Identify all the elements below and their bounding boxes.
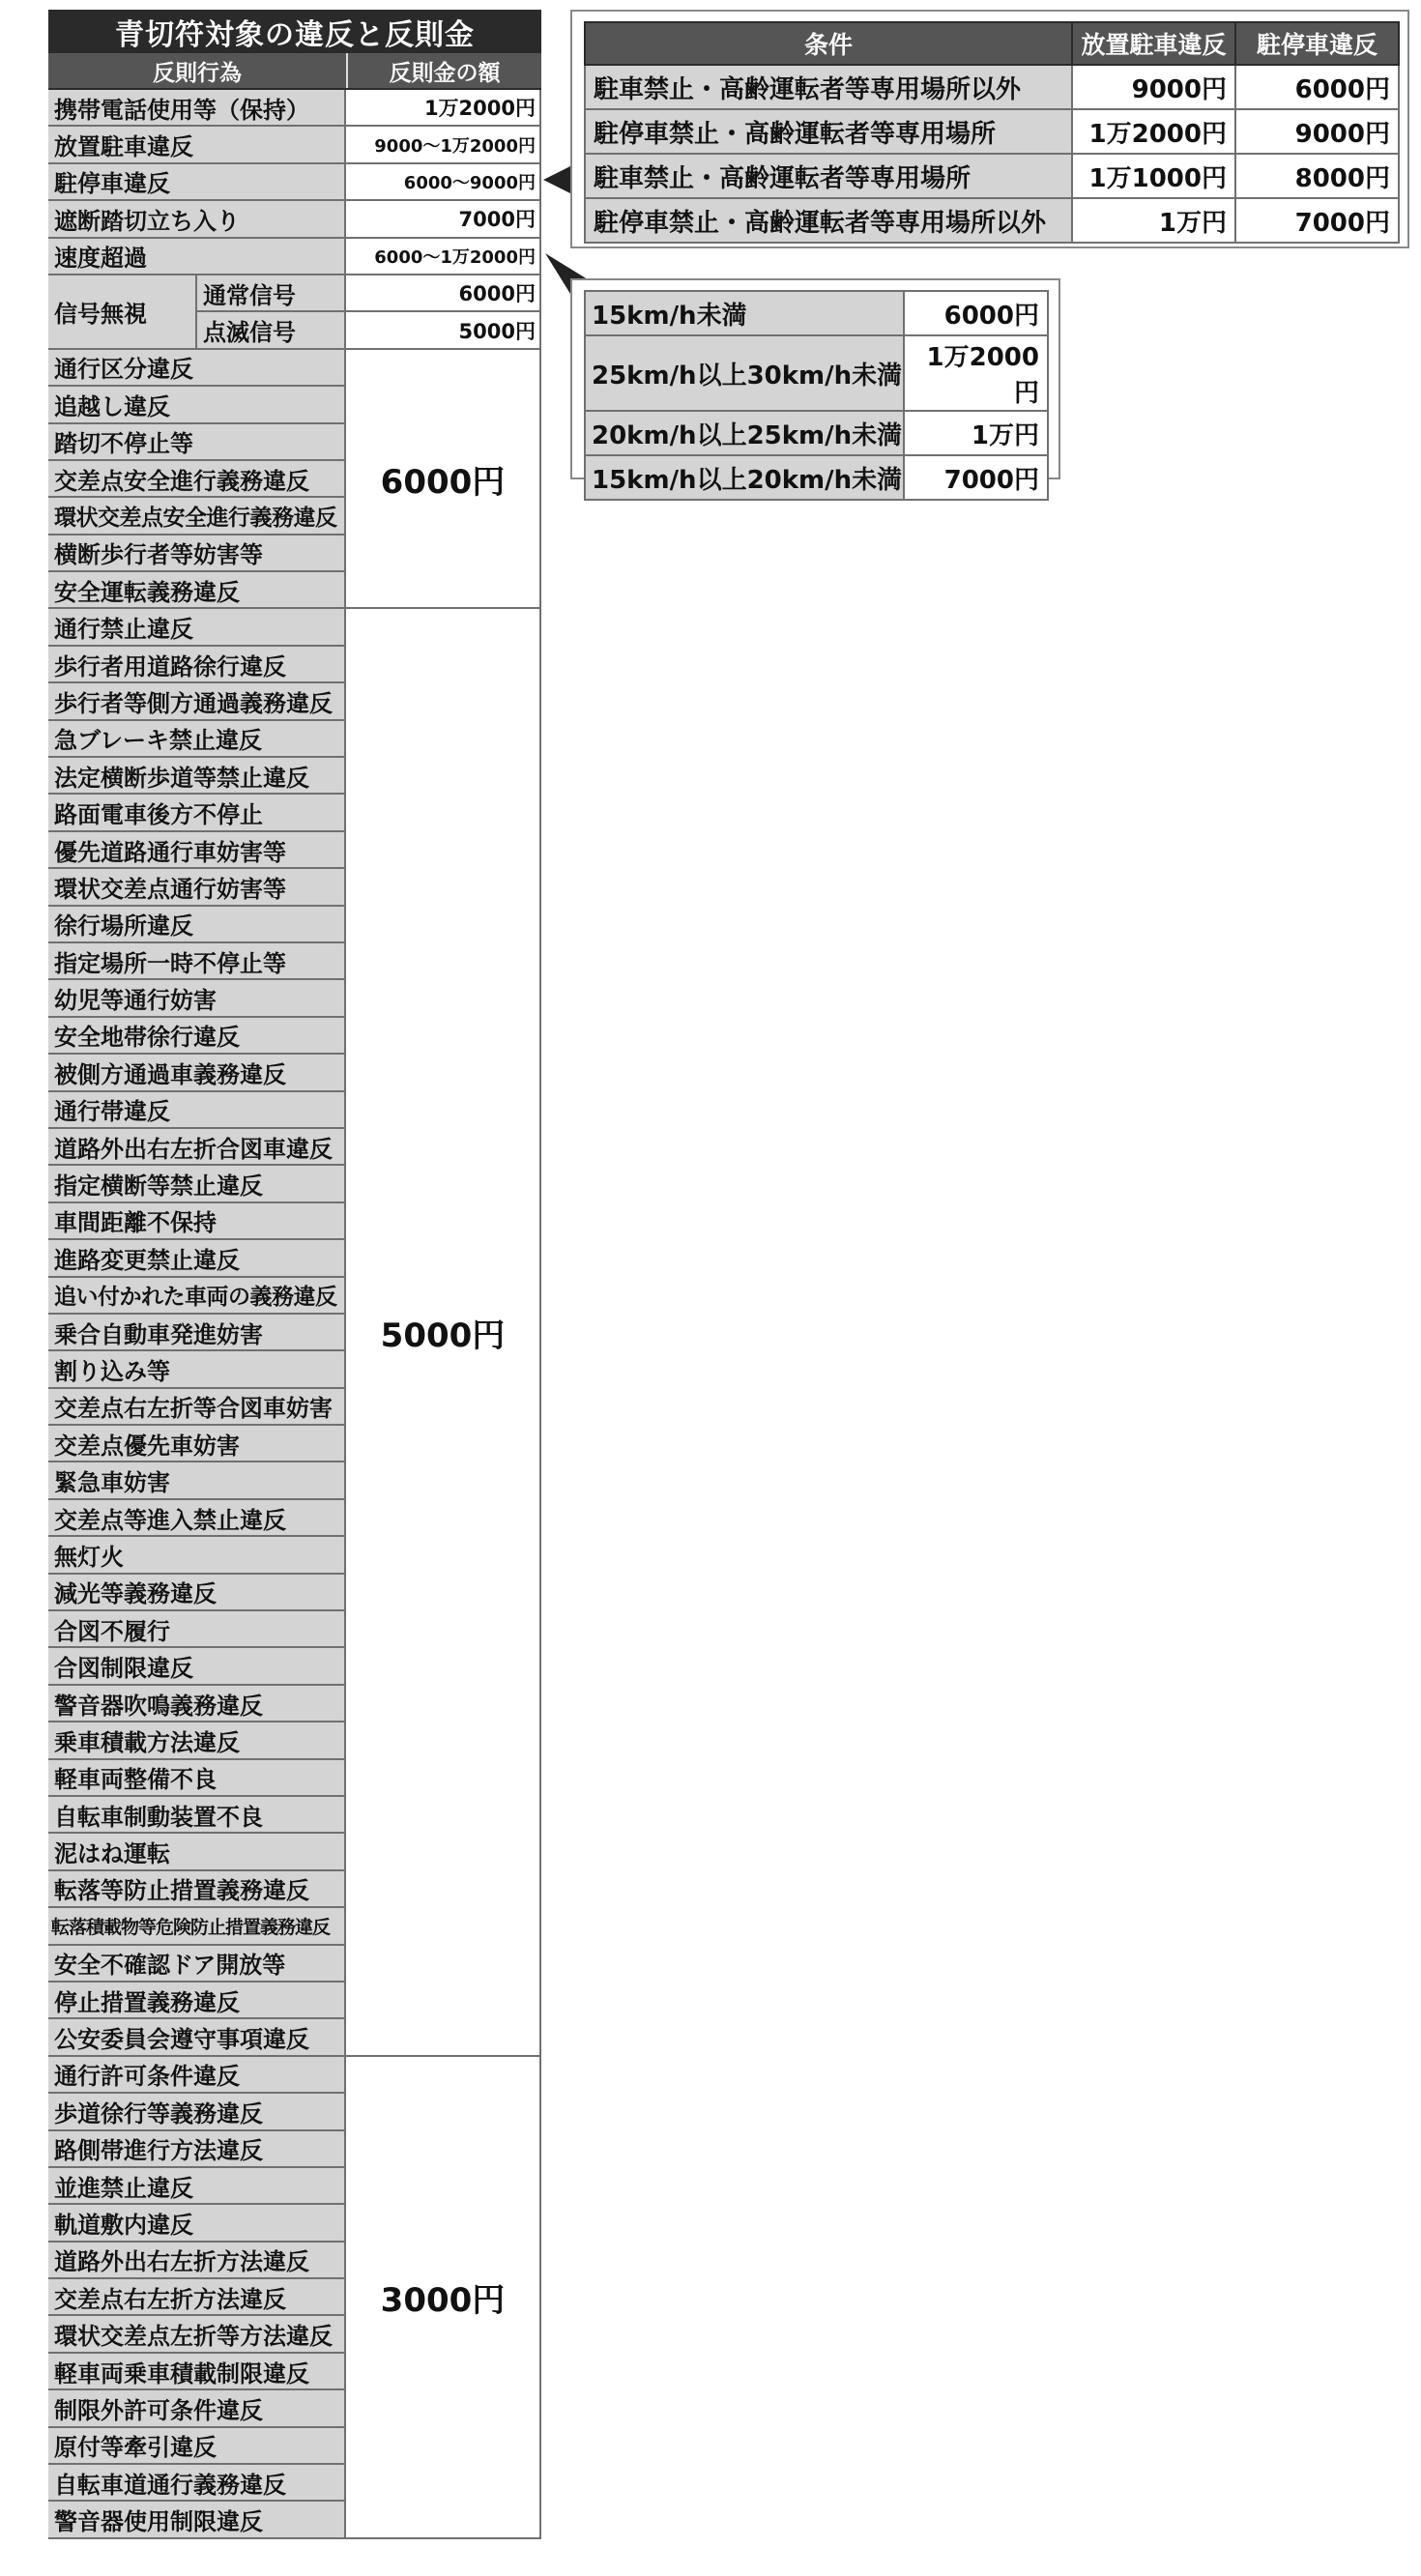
speeding-condition: 15km/h未満 [585, 291, 904, 335]
signal-sub-act: 通常信号 [197, 275, 346, 312]
table-row [48, 535, 346, 572]
violation-act: 軽車両整備不良 [48, 1760, 346, 1797]
table-row [48, 1797, 346, 1834]
table-row [48, 1983, 346, 2019]
violation-act: 交差点等進入禁止違反 [48, 1500, 346, 1537]
table-row [48, 1426, 346, 1462]
table-row [48, 943, 346, 980]
parking-condition: 駐停車禁止・高齢運転者等専用場所 [585, 109, 1072, 154]
parking-abandoned-fine: 1万2000円 [1072, 109, 1235, 154]
table-row [48, 498, 346, 535]
table-row [48, 2428, 346, 2465]
violation-act: 追い付かれた車両の義務違反 [48, 1278, 346, 1315]
violation-act: 安全地帯徐行違反 [48, 1018, 346, 1055]
table-row [585, 335, 1048, 411]
table-row [48, 1908, 346, 1945]
parking-stop-fine: 8000円 [1235, 154, 1399, 198]
table-row [585, 65, 1399, 109]
parking-conditions-table [584, 21, 1400, 244]
table-row [48, 461, 346, 498]
violation-act: 歩行者用道路徐行違反 [48, 647, 346, 683]
violation-act: 携帯電話使用等（保持） [48, 90, 346, 127]
violation-act: 無灯火 [48, 1537, 346, 1574]
fine-groups [48, 350, 541, 2539]
table-row [48, 90, 541, 127]
table-row [48, 2465, 346, 2502]
table-title: 青切符対象の違反と反則金 [48, 10, 541, 53]
table-row [585, 198, 1399, 243]
parking-arrow-icon [541, 162, 572, 197]
violation-act: 自転車道通行義務違反 [48, 2465, 346, 2502]
violation-act: 公安委員会遵守事項違反 [48, 2019, 346, 2056]
violation-act: 幼児等通行妨害 [48, 980, 346, 1017]
speeding-fine: 1万円 [904, 411, 1048, 455]
table-row [48, 1834, 346, 1870]
violation-act: 通行許可条件違反 [48, 2057, 346, 2094]
violation-act: 歩道徐行等義務違反 [48, 2094, 346, 2130]
violation-act: 法定横断歩道等禁止違反 [48, 758, 346, 795]
parking-header-a: 放置駐車違反 [1072, 22, 1235, 65]
speeding-condition: 15km/h以上20km/h未満 [585, 455, 904, 500]
table-row [48, 2502, 346, 2538]
violation-act: 指定横断等禁止違反 [48, 1166, 346, 1202]
fine-group-items [48, 350, 346, 610]
speeding-fine: 1万2000円 [904, 335, 1048, 411]
violation-act: 環状交差点左折等方法違反 [48, 2316, 346, 2353]
speeding-conditions-box [570, 278, 1060, 495]
signal-subrows [197, 275, 541, 350]
violation-act: 割り込み等 [48, 1351, 346, 1388]
table-row [48, 1389, 346, 1426]
violation-act: 転落等防止措置義務違反 [48, 1871, 346, 1908]
speeding-condition: 20km/h以上25km/h未満 [585, 411, 904, 455]
violation-act: 泥はね運転 [48, 1834, 346, 1870]
table-row [48, 1611, 346, 1648]
table-row [585, 154, 1399, 198]
signal-sub-act: 点滅信号 [197, 312, 346, 349]
parking-abandoned-fine: 1万円 [1072, 198, 1235, 243]
violation-act: 転落積載物等危険防止措置義務違反 [48, 1908, 346, 1945]
table-row [48, 2019, 346, 2056]
table-row [48, 647, 346, 683]
table-row [48, 1722, 346, 1759]
table-row [197, 275, 541, 312]
table-row [48, 1092, 346, 1129]
parking-conditions-box [570, 10, 1409, 248]
table-row [48, 2390, 346, 2427]
table-row [48, 832, 346, 869]
table-row [48, 1055, 346, 1091]
table-row [48, 721, 346, 758]
signal-violation-block [48, 275, 541, 350]
violation-act: 踏切不停止等 [48, 424, 346, 461]
violation-act: 通行帯違反 [48, 1092, 346, 1129]
violation-act: 横断歩行者等妨害等 [48, 535, 346, 572]
single-rows [48, 90, 541, 275]
violation-act: 交差点優先車妨害 [48, 1426, 346, 1462]
table-row [48, 1203, 346, 1240]
fine-group-amount: 5000円 [346, 609, 541, 2056]
table-row [48, 609, 346, 646]
table-row [48, 907, 346, 943]
violation-act: 指定場所一時不停止等 [48, 943, 346, 980]
table-row [48, 1351, 346, 1388]
table-row [48, 1462, 346, 1499]
table-row [48, 1129, 346, 1166]
parking-abandoned-fine: 9000円 [1072, 65, 1235, 109]
violation-act: 優先道路通行車妨害等 [48, 832, 346, 869]
speeding-fine: 7000円 [904, 455, 1048, 500]
violation-act: 乗車積載方法違反 [48, 1722, 346, 1759]
violation-act: 緊急車妨害 [48, 1462, 346, 1499]
table-row [48, 164, 541, 201]
violation-act: 放置駐車違反 [48, 127, 346, 163]
parking-condition: 駐車禁止・高齢運転者等専用場所 [585, 154, 1072, 198]
violation-act: 環状交差点安全進行義務違反 [48, 498, 346, 535]
parking-condition: 駐車禁止・高齢運転者等専用場所以外 [585, 65, 1072, 109]
violation-act: 乗合自動車発進妨害 [48, 1315, 346, 1351]
table-row [48, 2316, 346, 2353]
violation-act: 軌道敷内違反 [48, 2205, 346, 2242]
table-row [48, 2205, 346, 2242]
table-row [585, 109, 1399, 154]
table-row [48, 1166, 346, 1202]
violation-act: 自転車制動装置不良 [48, 1797, 346, 1834]
table-row [48, 980, 346, 1017]
fine-amount: 6000〜1万2000円 [346, 239, 541, 275]
table-row [48, 2094, 346, 2130]
table-row [48, 1500, 346, 1537]
table-row [48, 2168, 346, 2205]
table-row [48, 350, 346, 387]
table-row [48, 1018, 346, 1055]
violation-act: 環状交差点通行妨害等 [48, 869, 346, 906]
table-row [48, 1760, 346, 1797]
fine-group [48, 2057, 541, 2539]
violation-act: 進路変更禁止違反 [48, 1240, 346, 1277]
table-row [48, 1946, 346, 1983]
violation-act: 原付等牽引違反 [48, 2428, 346, 2465]
table-row [48, 1648, 346, 1685]
violation-act: 合図制限違反 [48, 1648, 346, 1685]
table-row [48, 1575, 346, 1611]
table-row [48, 201, 541, 238]
violation-act: 徐行場所違反 [48, 907, 346, 943]
table-row [48, 424, 346, 461]
table-row [48, 2057, 346, 2094]
fine-group-items [48, 2057, 346, 2539]
violation-act: 警音器吹鳴義務違反 [48, 1686, 346, 1722]
table-row [48, 1240, 346, 1277]
violation-act: 道路外出右左折方法違反 [48, 2243, 346, 2279]
violation-act: 警音器使用制限違反 [48, 2502, 346, 2538]
parking-stop-fine: 6000円 [1235, 65, 1399, 109]
table-row [48, 1278, 346, 1315]
fine-amount: 1万2000円 [346, 90, 541, 127]
parking-header-cond: 条件 [585, 22, 1072, 65]
table-row [48, 2243, 346, 2279]
fine-group-amount: 6000円 [346, 350, 541, 610]
violation-act: 追越し違反 [48, 387, 346, 423]
violation-act: 急ブレーキ禁止違反 [48, 721, 346, 758]
fine-group [48, 350, 541, 610]
table-row [48, 572, 346, 609]
fine-group-items [48, 609, 346, 2056]
violation-act: 安全不確認ドア開放等 [48, 1946, 346, 1983]
violation-act: 遮断踏切立ち入り [48, 201, 346, 238]
violation-act: 並進禁止違反 [48, 2168, 346, 2205]
violation-act: 被側方通過車義務違反 [48, 1055, 346, 1091]
table-row [48, 2279, 346, 2316]
table-row [585, 411, 1048, 455]
table-header [585, 22, 1399, 65]
header-act: 反則行為 [48, 53, 348, 88]
violation-act: 交差点右左折等合図車妨害 [48, 1389, 346, 1426]
speeding-fine: 6000円 [904, 291, 1048, 335]
fine-group-amount: 3000円 [346, 2057, 541, 2539]
violation-act: 制限外許可条件違反 [48, 2390, 346, 2427]
violation-act: 歩行者等側方通過義務違反 [48, 683, 346, 720]
table-row [48, 869, 346, 906]
speeding-condition: 25km/h以上30km/h未満 [585, 335, 904, 411]
violation-act: 速度超過 [48, 239, 346, 275]
table-row [48, 1315, 346, 1351]
table-row [585, 455, 1048, 500]
violation-act: 路面電車後方不停止 [48, 795, 346, 831]
table-row [585, 291, 1048, 335]
table-row [48, 239, 541, 275]
violation-act: 道路外出右左折合図車違反 [48, 1129, 346, 1166]
signal-sub-amount: 6000円 [346, 275, 541, 312]
table-row [48, 1871, 346, 1908]
violation-act: 交差点安全進行義務違反 [48, 461, 346, 498]
violation-act: 路側帯進行方法違反 [48, 2131, 346, 2168]
table-row [48, 795, 346, 831]
fine-group [48, 609, 541, 2056]
violation-act: 合図不履行 [48, 1611, 346, 1648]
parking-header-b: 駐停車違反 [1235, 22, 1399, 65]
table-row [48, 1537, 346, 1574]
table-row [48, 1686, 346, 1722]
violation-act: 通行区分違反 [48, 350, 346, 387]
signal-sub-amount: 5000円 [346, 312, 541, 349]
fine-amount: 9000〜1万2000円 [346, 127, 541, 163]
speeding-conditions-table [584, 290, 1049, 501]
violation-act: 車間距離不保持 [48, 1203, 346, 1240]
table-header [48, 53, 541, 90]
violation-fine-table [48, 10, 541, 2539]
table-row [48, 2131, 346, 2168]
fine-amount: 6000〜9000円 [346, 164, 541, 201]
violation-act: 停止措置義務違反 [48, 1983, 346, 2019]
violation-act: 交差点右左折方法違反 [48, 2279, 346, 2316]
violation-act: 安全運転義務違反 [48, 572, 346, 609]
violation-act: 減光等義務違反 [48, 1575, 346, 1611]
violation-act: 駐停車違反 [48, 164, 346, 201]
parking-condition: 駐停車禁止・高齢運転者等専用場所以外 [585, 198, 1072, 243]
table-row [48, 758, 346, 795]
table-row [197, 312, 541, 349]
header-amount: 反則金の額 [389, 60, 501, 86]
violation-act: 軽車両乗車積載制限違反 [48, 2354, 346, 2390]
table-row [48, 387, 346, 423]
parking-stop-fine: 9000円 [1235, 109, 1399, 154]
fine-amount: 7000円 [346, 201, 541, 238]
parking-abandoned-fine: 1万1000円 [1072, 154, 1235, 198]
table-row [48, 2354, 346, 2390]
parking-stop-fine: 7000円 [1235, 198, 1399, 243]
table-row [48, 127, 541, 163]
table-row [48, 683, 346, 720]
signal-label: 信号無視 [48, 275, 197, 350]
violation-act: 通行禁止違反 [48, 609, 346, 646]
